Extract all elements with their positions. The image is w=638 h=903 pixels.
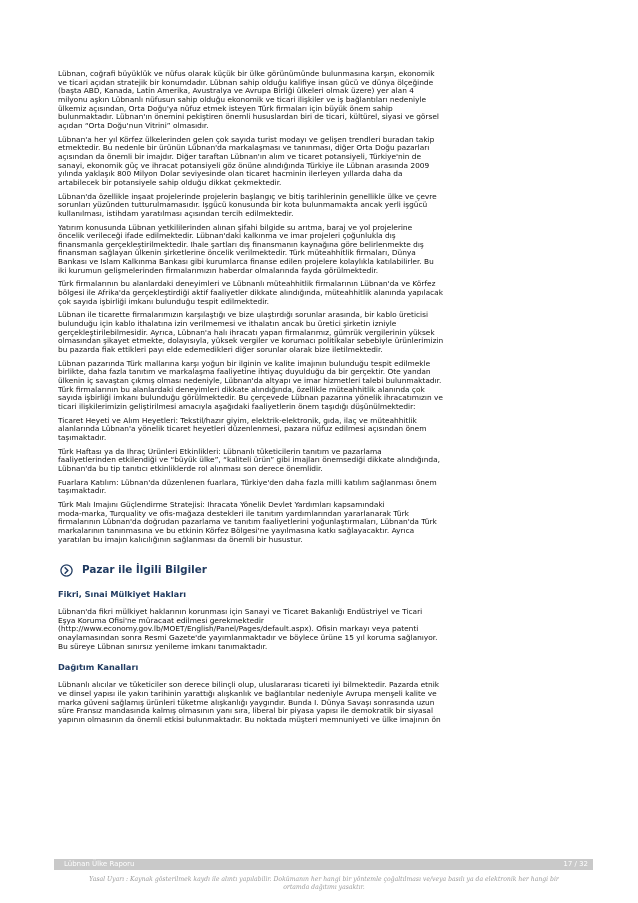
text-line: Lübnan'da özellikle inşaat projelerinde projelerin başlangıç ve bitiş tarihlerinin genellikle ülke ve çevre — [58, 192, 437, 201]
text-line: finansman sağlayan ülkenin şirketlerine öncelik verilmektedir. Türk müteahhitlik firmaları, Dünya — [58, 249, 416, 258]
text-line: bu pazarda fiak ettikleri payı elde edemedikleri diğer sorunlar olarak bize iletilmektedir. — [58, 346, 383, 355]
text-line: sayıda işbirliği imkanı bulunduğu görülmektedir. Bu çerçevede Lübnan pazarına yönelik ihracatımızın ve — [58, 394, 443, 403]
text-line: ve dinsel yapısı ile yakın tarihinin yarattığı alışkanlık ve bağlantılar nedeniyle Avrupa menşeli kalite ve — [58, 690, 437, 699]
footer-bar — [54, 859, 593, 870]
text-line: açısından da önemli bir imajdır. Diğer taraftan Lübnan'ın alım ve ticaret potansiyeli, Türkiye'nin de — [58, 152, 422, 161]
text-line: Lübnan pazarında Türk mallarına karşı yoğun bir ilginin ve kalite imajının bulunduğu tespit edilmekle — [58, 359, 431, 368]
footer-report-title: Lübnan Ülke Raporu — [64, 860, 135, 868]
paragraph — [58, 448, 590, 474]
text-line: sorunları yüzünden tutturulmamasıdır. İşgücü konusunda bir kota bulunmamakta ancak yerli işgücü — [58, 201, 428, 210]
section-title: Pazar ile İlgili Bilgiler — [82, 564, 207, 577]
text-line: açıdan “Orta Doğu'nun Vitrini” olmasıdır. — [58, 121, 209, 130]
text-line: gerçekleştirilebilmesidir. Ayrıca, Lübnan'a halı ihracatı yapan firmalarımız, gümrük vergilerinin yüksek — [58, 328, 435, 337]
text-line: sanayi, ekonomik güç ve ihracat potansiyeli göz önüne alındığında Türkiye ile Lübnan arasında 2009 — [58, 161, 430, 170]
text-line: artabilecek bir potansiyele sahip olduğu dikkat çekmektedir. — [58, 178, 282, 187]
text-line: Lübnan, coğrafi büyüklük ve nüfus olarak küçük bir ülke görünümünde bulunmasına karşın, ekonomik — [58, 70, 435, 78]
text-line: olmasından şikayet etmekte, dolayısıyla, yüksek vergiler ve korumacı politikalar sebebiyle ürünlerimizin — [58, 337, 444, 346]
paragraph — [58, 360, 590, 412]
text-line: Ticaret Heyeti ve Alım Heyetleri: Tekstil/hazır giyim, elektrik-elektronik, gıda, ilaç ve müteahhitlik — [58, 416, 417, 425]
text-line: Lübnan ile ticarette firmalarımızın karşılaştığı ve bize ulaştırdığı sorunlar arasında, bir kablo üreticisi — [58, 311, 429, 320]
text-line: çok sayıda işbirliği imkanı bulunduğu tespit edilmektedir. — [58, 297, 269, 306]
text-line: Yatırım konusunda Lübnan yetkililerinden alınan şifahi bilgide su arıtma, baraj ve yol projelerine — [58, 223, 413, 232]
text-line: firmalarının Lübnan'da doğrudan pazarlama ve tanıtım faaliyetlerini yoğunlaştırmaları, Lübnan'da Türk — [58, 518, 437, 527]
subsection-title-ip-rights: Fikri, Sınai Mülkiyet Hakları — [58, 589, 187, 600]
text-line: moda-marka, Turquality ve ofis-mağaza destekleri ile tanıtım yardımlarından yararlanarak Türk — [58, 509, 409, 518]
text-line: ticari ilişkilerimizin geliştirilmesi amacıyla aşağıdaki faaliyetlerin önem taşıdığı düşünülmektedir: — [58, 402, 416, 411]
text-line: Lübnanlı alıcılar ve tüketiciler son derece bilinçli olup, uluslararası ticareti iyi bilmektedir. Pazarda etnik — [58, 681, 440, 690]
intro-paragraphs — [58, 70, 590, 544]
text-line: taşımaktadır. — [58, 433, 107, 442]
text-line: bulunmaktadır. Lübnan'ın önemini pekiştiren önemli hususlardan biri de ticari, kültürel, siyasi ve görsel — [58, 113, 439, 122]
text-line: taşımaktadır. — [58, 487, 107, 496]
text-line: ve ticari açıdan stratejik bir konumdadır. Lübnan sahip olduğu kalifiye insan gücü ve dünya ölçeğinde — [58, 78, 434, 87]
text-line: Türk firmalarının bu alanlardaki deneyimleri dikkate alındığında, özellikle müteahhitlik alanında çok — [58, 385, 425, 394]
ip-rights-paragraphs — [58, 608, 590, 651]
chevron-right-circle-icon — [60, 564, 73, 577]
text-line: yapının olmasının da önemli etkisi bulunmaktadır. Bu noktada müşteri memnuniyeti ve ülke imajının ön — [58, 716, 441, 725]
text-line: ülkemiz açısından, Orta Doğu'ya nüfuz etmek isteyen Türk firmaları için büyük önem sahip — [58, 104, 393, 113]
text-line: yılında yaklaşık 800 Milyon Dolar seviyesinde olan ticaret hacminin ilerleyen yıllarda daha da — [58, 170, 403, 179]
paragraph — [58, 501, 590, 544]
text-line: Türk firmalarının bu alanlardaki deneyimleri ve Lübnanlı müteahhitlik firmalarının Lübnan'da ve Körfez — [58, 280, 436, 289]
disclaimer-line: Yasal Uyarı : Kaynak gösterilmek kaydı ile alıntı yapılabilir. Dokümanın her hangi bir yöntemle çoğaltılması ve/veya basılı ya da elektronik her hangi bir — [89, 876, 559, 883]
content-area — [58, 70, 590, 730]
text-line: yaratılan bu imajın kalıcılığının sağlanması da önemli bir husustur. — [58, 535, 303, 544]
paragraph — [58, 681, 590, 724]
text-line: Eşya Koruma Ofisi'ne müracaat edilmesi gerekmektedir — [58, 616, 264, 625]
paragraph — [58, 70, 590, 131]
text-line: Bankası ve İslam Kalkınma Bankası gibi kurumlarca finanse edilen projelere kolaylıkla katılabilirler. Bu — [58, 258, 434, 267]
paragraph — [58, 479, 590, 496]
paragraph — [58, 608, 590, 651]
paragraph — [58, 136, 590, 188]
disclaimer-line: ortamda dağıtımı yasaktır. — [283, 883, 365, 891]
paragraph — [58, 193, 590, 219]
text-line: iki kurumun gelişmelerinden firmalarımızın haberdar olmalarında fayda görülmektedir. — [58, 266, 379, 275]
text-line: (başta ABD, Kanada, Latin Amerika, Avustralya ve Avrupa Birliği ülkeleri olmak üzere) yer alan 4 — [58, 87, 414, 96]
text-line: bölgesi ile Afrika'da gerçekleştirdiği aktif faaliyetler dikkate alındığında, müteahhitlik alanında yapılacak — [58, 289, 443, 298]
text-line: markalarının tanınmasına ve bu etkinin Körfez Bölgesi'ne yayılmasına katkı sağlayacaktır. Ayrıca — [58, 526, 415, 535]
text-line: onaylamasından sonra Resmi Gazete'de yayımlanmaktadır ve böylece ürüne 15 yıl koruma sağlanıyor. — [58, 634, 438, 643]
footer-page-number: 17 / 32 — [563, 860, 588, 868]
text-line: kullanılması, istihdam yaratılması açısından tercih edilmektedir. — [58, 209, 294, 218]
text-line: faaliyetlerinden etkilendiği ve “büyük ülke”, “kaliteli ürün” gibi imajları önemsediği dikkate alındığında, — [58, 456, 440, 465]
text-line: Türk Haftası ya da İhraç Ürünleri Etkinlikleri: Lübnanlı tüketicilerin tanıtım ve pazarlama — [58, 447, 382, 456]
text-line: Bu süreye Lübnan sınırsız yenileme imkanı tanımaktadır. — [58, 642, 268, 651]
text-line: Lübnan'da fikri mülkiyet haklarının korunması için Sanayi ve Ticaret Bakanlığı Endüstriyel ve Ticari — [58, 608, 423, 617]
text-line: finansmanla gerçekleştirilmektedir. İhale şartları dış finansmanın kaynağına göre belirlenmekte dış — [58, 240, 424, 249]
distribution-paragraphs — [58, 681, 590, 724]
section-heading — [60, 562, 590, 578]
text-line: ülkenin iç savaştan çıkmış olması nedeniyle, Lübnan'da altyapı ve imar hizmetleri talebi bulunmaktadır. — [58, 377, 442, 385]
text-line: etmektedir. Bu nedenle bir ürünün Lübnan'da markalaşması ve tanınması, diğer Orta Doğu pazarları — [58, 144, 430, 153]
text-line: marka güveni sağlamış ürünleri tüketme alışkanlığı yaygındır. Bunda I. Dünya Savaşı sonrasında uzun — [58, 698, 435, 707]
paragraph — [58, 280, 590, 306]
text-line: Lübnan'da bu tip tanıtıcı etkinliklerde rol alınması son derece önemlidir. — [58, 464, 323, 473]
text-line: alanlarında Lübnan'a yönelik ticaret heyetleri düzenlenmesi, pazara nüfuz edilmesi açısından önem — [58, 425, 427, 434]
legal-disclaimer — [56, 876, 592, 891]
text-line: Lübnan'a her yıl Körfez ülkelerinden gelen çok sayıda turist modayı ve gelişen trendleri buradan takip — [58, 135, 435, 144]
text-line: Türk Malı İmajını Güçlendirme Stratejisi: İhracata Yönelik Devlet Yardımları kapsamındaki — [58, 500, 385, 509]
text-line: Fuarlara Katılım: Lübnan'da düzenlenen fuarlara, Türkiye'den daha fazla milli katılım sağlanması önem — [58, 478, 437, 487]
text-line: öncelik verileceği ifade edilmektedir. Lübnan'daki kalkınma ve imar projeleri çoğunlukla dış — [58, 232, 396, 241]
text-line: bulunduğu için kablo ithalatına izin verilmemesi ve ithalatın ancak bu üretici şirketin izniyle — [58, 320, 397, 329]
paragraph — [58, 311, 590, 354]
text-line: birlikte, daha fazla tanıtım ve markalaşma faaliyetine ihtiyaç duyulduğu da bir gerçektir. Öte yandan — [58, 368, 431, 377]
text-line: süre Fransız mandasında kalmış olmasının yanı sıra, liberal bir piyasa yapısı ile demokratik bir siyasal — [58, 707, 434, 716]
subsection-title-distribution: Dağıtım Kanalları — [58, 662, 139, 673]
text-line: (http://www.economy.gov.lb/MOET/English/Panel/Pages/default.aspx). Ofisin markayı veya patenti — [58, 625, 419, 634]
paragraph — [58, 224, 590, 276]
text-line: milyonu aşkın Lübnanlı nüfusun sahip olduğu ekonomik ve ticari ilişkiler ve iş bağlantıları nedeniyle — [58, 95, 427, 104]
paragraph — [58, 417, 590, 443]
